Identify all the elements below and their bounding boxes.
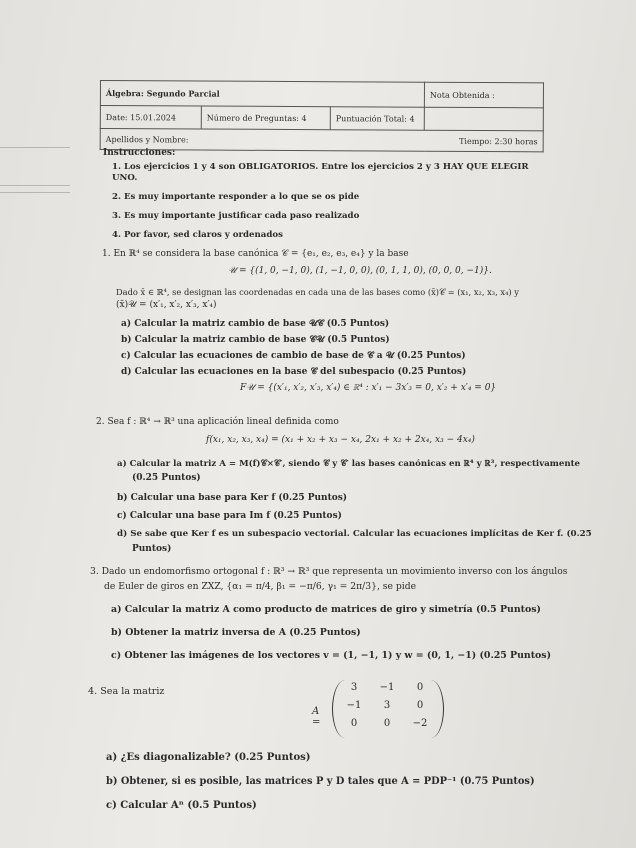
q3-part-a: a) Calcular la matriz A como producto de matrices de giro y simetría (0.5 Puntos) xyxy=(111,604,541,615)
total-score-cell: Puntuación Total: 4 xyxy=(330,107,424,130)
q1-part-a: a) Calcular la matriz cambio de base 𝒰𝒞 (0.5 Puntos) xyxy=(121,319,390,329)
q3-stem-line1: 3. Dado un endomorfismo ortogonal f : ℝ³ → ℝ³ que representa un movimiento inverso con los ángulos xyxy=(90,566,568,577)
q3-stem-line2: de Euler de giros en ZXZ, {α₁ = π/4, β₁ = −π/6, γ₁ = 2π/3}, se pide xyxy=(104,581,417,592)
q3-part-c: c) Obtener las imágenes de los vectores v = (1, −1, 1) y w = (0, 1, −1) (0.25 Puntos) xyxy=(111,650,552,661)
matrix-cell: 3 xyxy=(383,700,391,711)
page-fold-line xyxy=(0,185,70,186)
matrix-cell: 0 xyxy=(383,718,391,729)
q4-part-c: c) Calcular Aⁿ (0.5 Puntos) xyxy=(106,800,257,811)
grade-cell: Nota Obtenida : xyxy=(424,82,543,108)
q2-part-d: d) Se sabe que Ker f es un subespacio vectorial. Calcular las ecuaciones implícitas de Ker f. (0.25 xyxy=(117,529,592,539)
num-questions-cell: Número de Preguntas: 4 xyxy=(201,106,330,130)
instruction-item: 2. Es muy importante responder a lo que se os pide xyxy=(112,192,360,202)
q1-stem: 1. En ℝ⁴ se considera la base canónica 𝒞 = {e₁, e₂, e₃, e₄} y la base xyxy=(102,249,409,259)
instruction-item: 3. Es muy importante justificar cada paso realizado xyxy=(112,211,360,221)
q1-basis: 𝒰 = {(1, 0, −1, 0), (1, −1, 0, 0), (0, 1, 1, 0), (0, 0, 0, −1)}. xyxy=(228,266,492,276)
q1-part-c: c) Calcular las ecuaciones de cambio de base de 𝒞 a 𝒰 (0.25 Puntos) xyxy=(121,351,466,361)
instruction-item: 4. Por favor, sed claros y ordenados xyxy=(112,230,283,240)
q1-subspace: F𝒰 = {(x′₁, x′₂, x′₃, x′₄) ∈ ℝ⁴ : x′₁ − 3x′₃ = 0, x′₂ + x′₄ = 0} xyxy=(240,383,497,393)
matrix-cell: −1 xyxy=(346,700,362,711)
matrix-cell: 3 xyxy=(350,682,358,693)
matrix-cell: −1 xyxy=(379,682,395,693)
subject-cell: Álgebra: Segundo Parcial xyxy=(100,81,424,108)
q2-part-d-points: Puntos) xyxy=(132,544,172,554)
matrix-label: A = xyxy=(312,706,321,728)
q2-definition: f(x₁, x₂, x₃, x₄) = (x₁ + x₂ + x₃ − x₄, 2x₁ + x₂ + 2x₄, x₃ − 4x₄) xyxy=(206,435,475,445)
exam-header-table xyxy=(100,80,544,152)
q4-part-a: a) ¿Es diagonalizable? (0.25 Puntos) xyxy=(106,752,311,763)
page-fold-line xyxy=(0,147,70,148)
time-cell: Tiempo: 2:30 horas xyxy=(330,130,543,152)
q2-part-a-points: (0.25 Puntos) xyxy=(132,473,201,483)
q1-given-line2: (x̄)𝒰 = (x′₁, x′₂, x′₃, x′₄) xyxy=(116,300,217,310)
matrix-cell: 0 xyxy=(350,718,358,729)
name-cell: Apellidos y Nombre: xyxy=(100,129,330,151)
instructions-list xyxy=(112,162,552,249)
q2-stem: 2. Sea f : ℝ⁴ → ℝ³ una aplicación lineal definida como xyxy=(96,417,339,427)
date-cell: Date: 15.01.2024 xyxy=(100,106,201,130)
q3-part-b: b) Obtener la matriz inversa de A (0.25 Puntos) xyxy=(111,627,361,638)
q4-part-b: b) Obtener, si es posible, las matrices P y D tales que A = PDP⁻¹ (0.75 Puntos) xyxy=(106,776,535,787)
q2-part-b: b) Calcular una base para Ker f (0.25 Puntos) xyxy=(117,493,348,503)
q1-part-b: b) Calcular la matriz cambio de base 𝒞𝒰 (0.5 Puntos) xyxy=(121,335,390,345)
q2-part-c: c) Calcular una base para Im f (0.25 Puntos) xyxy=(117,511,342,521)
matrix-cell: −2 xyxy=(412,718,428,729)
page-fold-line xyxy=(0,192,70,193)
instructions-title: Instrucciones: xyxy=(103,148,176,158)
q1-part-d: d) Calcular las ecuaciones en la base 𝒞 del subespacio (0.25 Puntos) xyxy=(121,367,467,377)
q1-given-line1: Dado x̄ ∈ ℝ⁴, se designan las coordenadas en cada una de las bases como (x̄)𝒞 = (x₁, x₂, x₃, x₄) y xyxy=(116,287,519,297)
q4-stem: 4. Sea la matriz xyxy=(88,686,165,697)
matrix-cell: 0 xyxy=(416,700,424,711)
instruction-item: 1. Los ejercicios 1 y 4 son OBLIGATORIOS. Entre los ejercicios 2 y 3 HAY QUE ELEGIR UNO. xyxy=(112,162,529,183)
q2-part-a: a) Calcular la matriz A = M(f)𝒞×𝒞′, siendo 𝒞 y 𝒞′ las bases canónicas en ℝ⁴ y ℝ³, respectivamente xyxy=(117,459,581,469)
blank-cell xyxy=(424,107,543,131)
matrix-cell: 0 xyxy=(416,682,424,693)
